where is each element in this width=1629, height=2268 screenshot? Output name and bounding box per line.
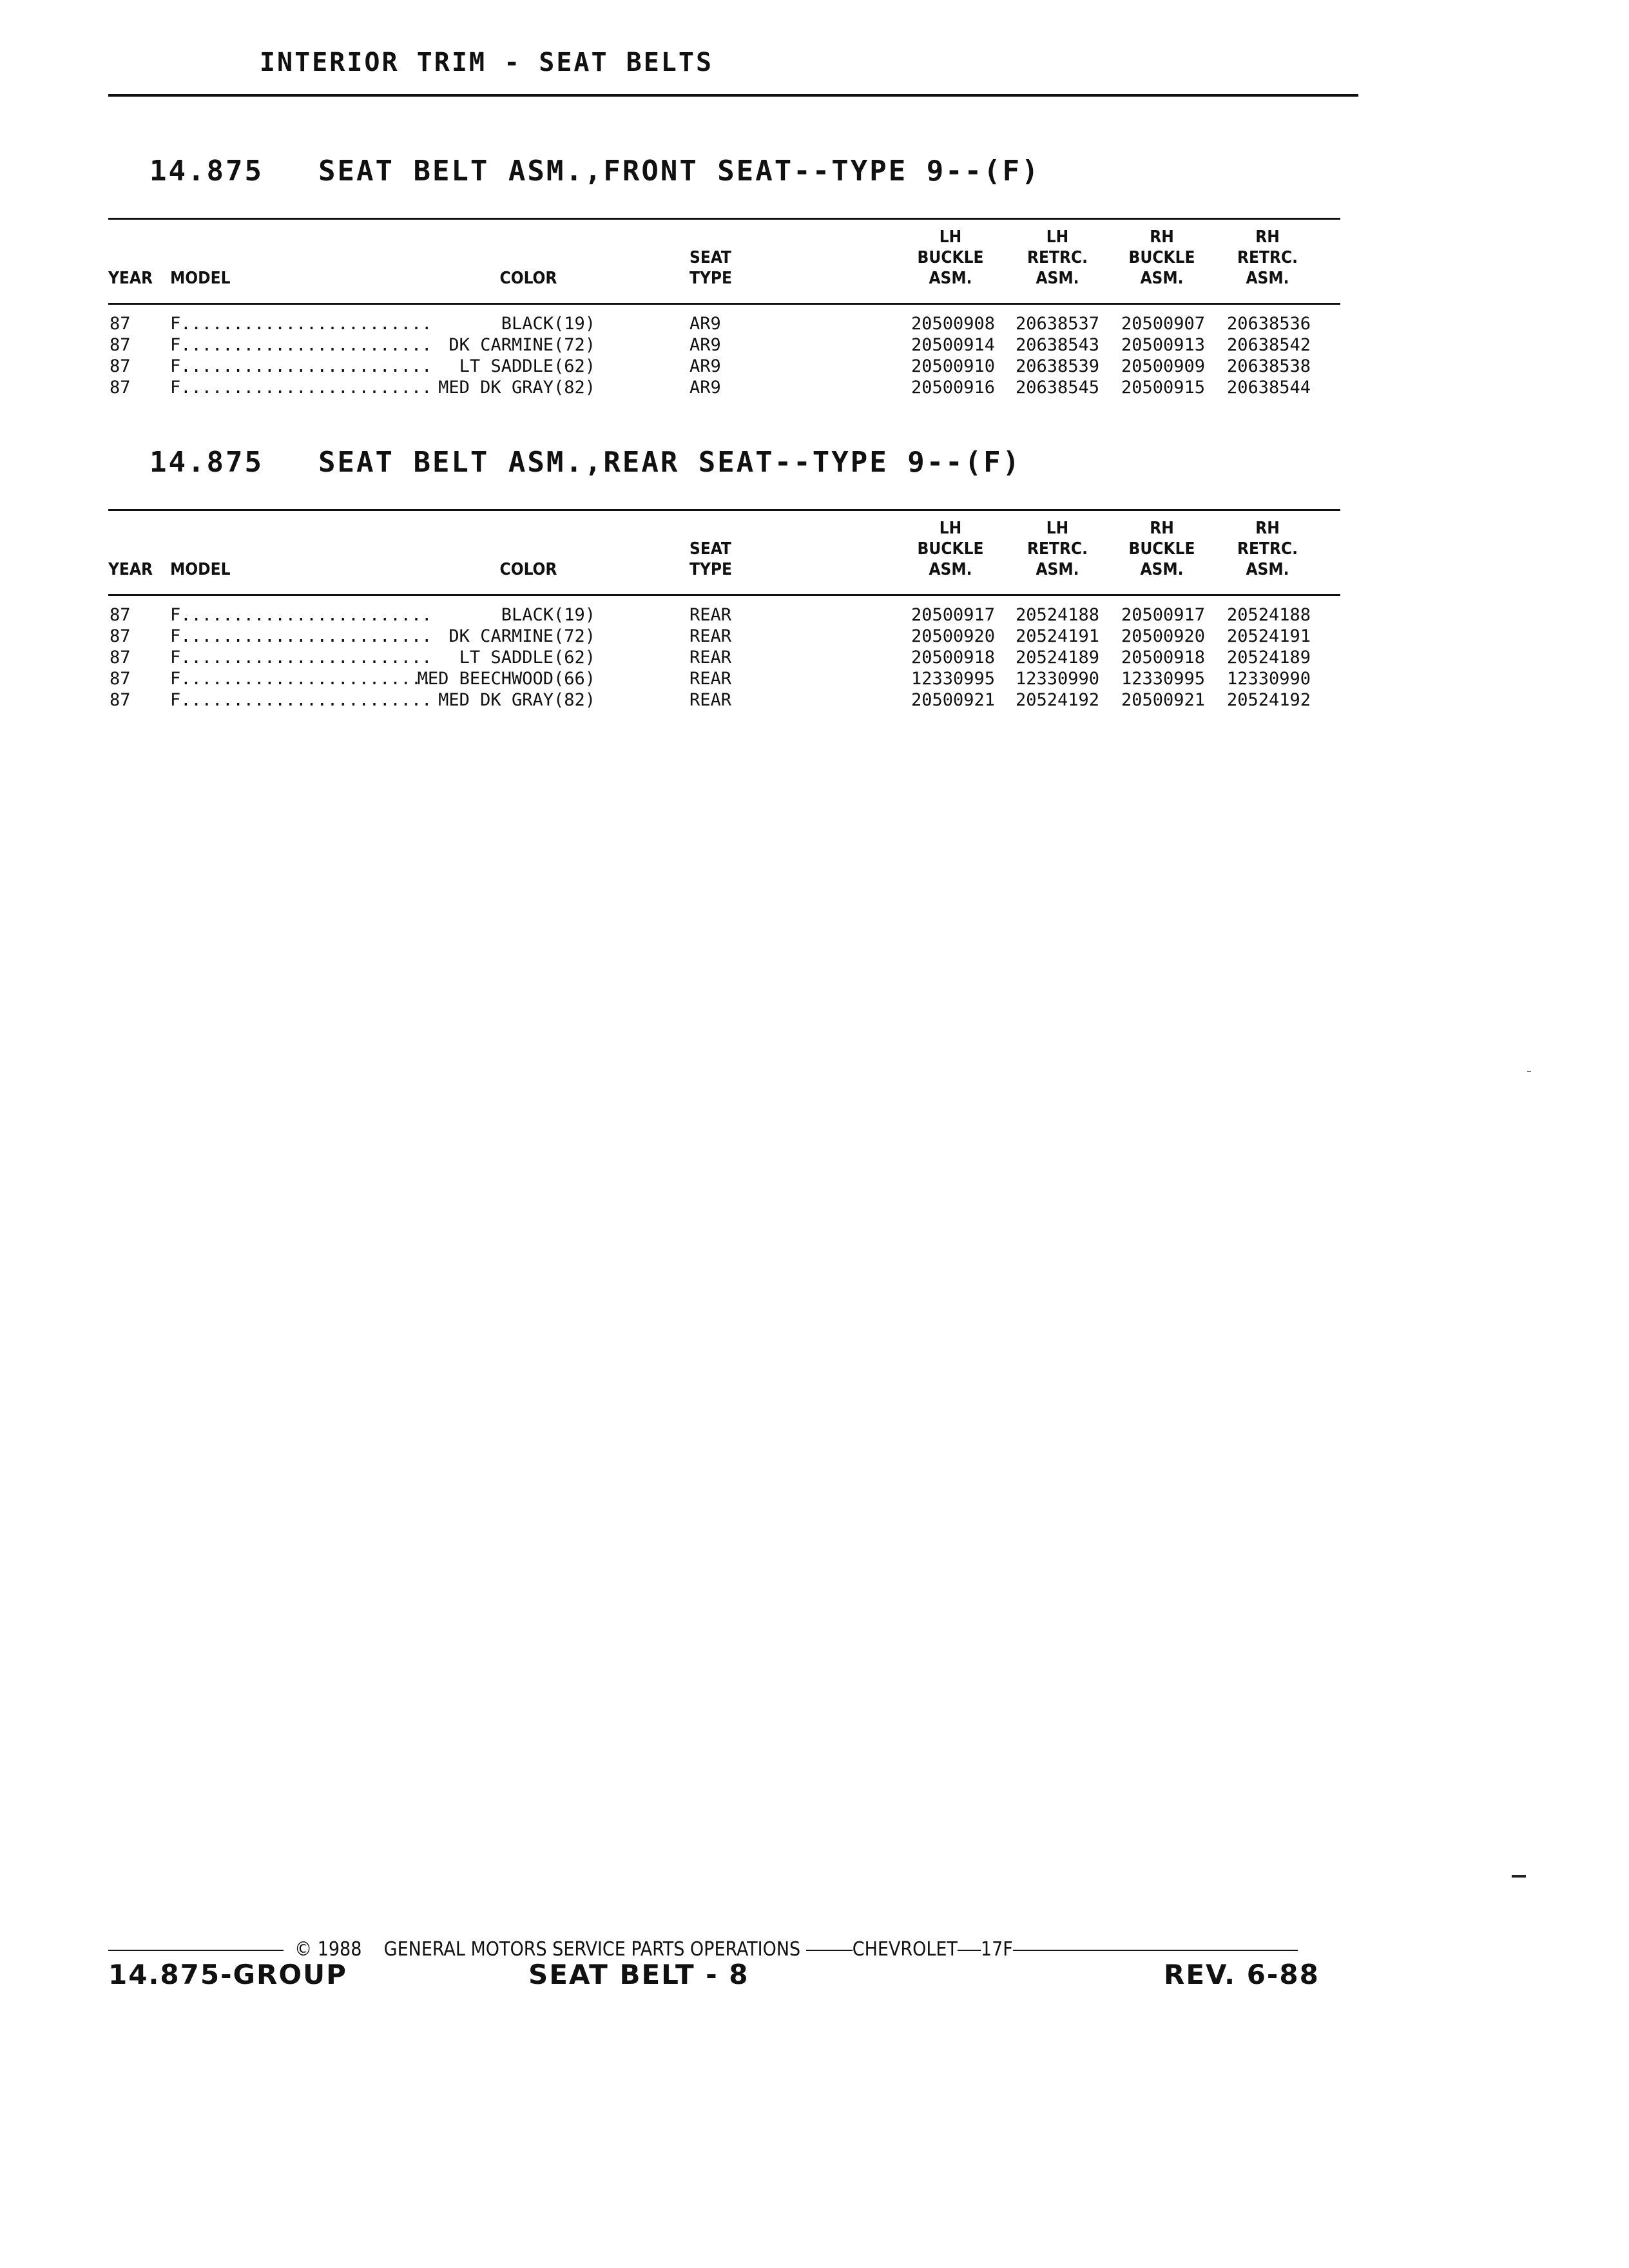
cell-seat-type: AR9 xyxy=(689,378,721,398)
cell-seat-type: REAR xyxy=(689,648,732,668)
section-title-front xyxy=(149,155,1041,187)
footer-revision: REV. 6-88 xyxy=(1164,1959,1320,1990)
footer-page: SEAT BELT - 8 xyxy=(528,1959,749,1990)
cell-color: BLACK(19) xyxy=(501,605,595,625)
cell-rh-buckle: 12330995 xyxy=(1121,669,1206,689)
table-header-rule xyxy=(108,594,1340,596)
cell-lh-retrc: 12330990 xyxy=(1016,669,1100,689)
section-name: SEAT BELT ASM.,REAR SEAT--TYPE 9--(F) xyxy=(318,446,1022,479)
cell-lh-retrc: 20638543 xyxy=(1016,335,1100,355)
cell-rh-buckle: 20500917 xyxy=(1121,605,1206,625)
footer-group: 14.875-GROUP xyxy=(108,1959,347,1990)
header-lh-buckle: LH BUCKLE ASM. xyxy=(917,519,984,579)
footer-copyright: © 1988 xyxy=(294,1938,362,1961)
cell-rh-retrc: 20638538 xyxy=(1227,356,1311,376)
header-seat-type: SEAT TYPE xyxy=(689,248,733,288)
cell-model: F........................ xyxy=(170,669,432,689)
cell-seat-type: REAR xyxy=(689,605,732,625)
cell-seat-type: REAR xyxy=(689,690,732,710)
header-seat-type: SEAT TYPE xyxy=(689,539,733,579)
cell-model: F........................ xyxy=(170,335,432,355)
cell-lh-buckle: 20500908 xyxy=(911,314,996,334)
cell-rh-retrc: 20638542 xyxy=(1227,335,1311,355)
cell-rh-retrc: 20638544 xyxy=(1227,378,1311,398)
header-lh-retrc: LH RETRC. ASM. xyxy=(1027,519,1088,579)
cell-rh-buckle: 20500909 xyxy=(1121,356,1206,376)
header-rh-buckle: RH BUCKLE ASM. xyxy=(1128,227,1195,288)
cell-lh-buckle: 20500910 xyxy=(911,356,996,376)
cell-lh-retrc: 20638537 xyxy=(1016,314,1100,334)
header-year: YEAR xyxy=(108,560,153,579)
cell-model: F........................ xyxy=(170,648,432,668)
header-year: YEAR xyxy=(108,269,153,288)
cell-year: 87 xyxy=(110,690,131,710)
cell-color: LT SADDLE(62) xyxy=(459,648,595,668)
title-rule xyxy=(108,94,1358,97)
cell-lh-buckle: 20500916 xyxy=(911,378,996,398)
table-row xyxy=(0,689,1629,711)
cell-year: 87 xyxy=(110,669,131,689)
cell-rh-retrc: 20524188 xyxy=(1227,605,1311,625)
cell-lh-retrc: 20524191 xyxy=(1016,626,1100,646)
cell-lh-buckle: 20500921 xyxy=(911,690,996,710)
cell-year: 87 xyxy=(110,648,131,668)
header-color: COLOR xyxy=(499,269,557,288)
cell-lh-buckle: 12330995 xyxy=(911,669,996,689)
cell-seat-type: REAR xyxy=(689,669,732,689)
footer-division: CHEVROLET xyxy=(852,1938,958,1961)
cell-model: F........................ xyxy=(170,605,432,625)
cell-year: 87 xyxy=(110,626,131,646)
cell-lh-retrc: 20524188 xyxy=(1016,605,1100,625)
cell-model: F........................ xyxy=(170,378,432,398)
cell-rh-retrc: 20524189 xyxy=(1227,648,1311,668)
cell-color: DK CARMINE(72) xyxy=(448,335,595,355)
cell-color: MED DK GRAY(82) xyxy=(438,690,595,710)
table-header-rule xyxy=(108,303,1340,305)
cell-lh-retrc: 20524189 xyxy=(1016,648,1100,668)
table-top-rule xyxy=(108,218,1340,220)
table-row xyxy=(0,668,1629,689)
cell-year: 87 xyxy=(110,314,131,334)
cell-rh-buckle: 20500913 xyxy=(1121,335,1206,355)
cell-color: MED DK GRAY(82) xyxy=(438,378,595,398)
table-row xyxy=(0,604,1629,626)
table-row xyxy=(0,356,1629,377)
cell-seat-type: REAR xyxy=(689,626,732,646)
cell-seat-type: AR9 xyxy=(689,314,721,334)
footer-org: GENERAL MOTORS SERVICE PARTS OPERATIONS xyxy=(383,1938,801,1961)
header-lh-retrc: LH RETRC. ASM. xyxy=(1027,227,1088,288)
header-rh-retrc: RH RETRC. ASM. xyxy=(1237,227,1298,288)
cell-rh-buckle: 20500918 xyxy=(1121,648,1206,668)
cell-year: 87 xyxy=(110,378,131,398)
cell-model: F........................ xyxy=(170,314,432,334)
cell-rh-buckle: 20500920 xyxy=(1121,626,1206,646)
cell-lh-buckle: 20500920 xyxy=(911,626,996,646)
cell-rh-buckle: 20500907 xyxy=(1121,314,1206,334)
cell-rh-retrc: 20524191 xyxy=(1227,626,1311,646)
cell-lh-retrc: 20638545 xyxy=(1016,378,1100,398)
cell-lh-retrc: 20638539 xyxy=(1016,356,1100,376)
header-rh-retrc: RH RETRC. ASM. xyxy=(1237,519,1298,579)
section-name: SEAT BELT ASM.,FRONT SEAT--TYPE 9--(F) xyxy=(318,155,1041,187)
cell-seat-type: AR9 xyxy=(689,335,721,355)
cell-rh-buckle: 20500915 xyxy=(1121,378,1206,398)
cell-rh-retrc: 12330990 xyxy=(1227,669,1311,689)
scan-speck xyxy=(1527,1071,1531,1072)
cell-model: F........................ xyxy=(170,356,432,376)
cell-model: F........................ xyxy=(170,626,432,646)
cell-color: DK CARMINE(72) xyxy=(448,626,595,646)
header-model: MODEL xyxy=(170,269,231,288)
header-color: COLOR xyxy=(499,560,557,579)
cell-color: MED BEECHWOOD(66) xyxy=(417,669,595,689)
header-lh-buckle: LH BUCKLE ASM. xyxy=(917,227,984,288)
cell-color: BLACK(19) xyxy=(501,314,595,334)
page-title: INTERIOR TRIM - SEAT BELTS xyxy=(259,48,714,77)
cell-model: F........................ xyxy=(170,690,432,710)
table-top-rule xyxy=(108,509,1340,511)
footer-code: 17F xyxy=(980,1938,1013,1961)
header-rh-buckle: RH BUCKLE ASM. xyxy=(1128,519,1195,579)
cell-seat-type: AR9 xyxy=(689,356,721,376)
cell-rh-retrc: 20638536 xyxy=(1227,314,1311,334)
cell-year: 87 xyxy=(110,335,131,355)
cell-rh-buckle: 20500921 xyxy=(1121,690,1206,710)
cell-lh-buckle: 20500918 xyxy=(911,648,996,668)
table-row xyxy=(0,334,1629,356)
cell-lh-buckle: 20500917 xyxy=(911,605,996,625)
cell-year: 87 xyxy=(110,605,131,625)
cell-color: LT SADDLE(62) xyxy=(459,356,595,376)
cell-lh-retrc: 20524192 xyxy=(1016,690,1100,710)
table-row xyxy=(0,626,1629,647)
section-number: 14.875 xyxy=(149,446,264,479)
cell-year: 87 xyxy=(110,356,131,376)
table-row xyxy=(0,313,1629,334)
section-title-rear xyxy=(149,446,1021,479)
scan-speck xyxy=(1512,1875,1526,1878)
cell-lh-buckle: 20500914 xyxy=(911,335,996,355)
header-model: MODEL xyxy=(170,560,231,579)
table-row xyxy=(0,647,1629,668)
cell-rh-retrc: 20524192 xyxy=(1227,690,1311,710)
section-number: 14.875 xyxy=(149,155,264,187)
table-row xyxy=(0,377,1629,398)
